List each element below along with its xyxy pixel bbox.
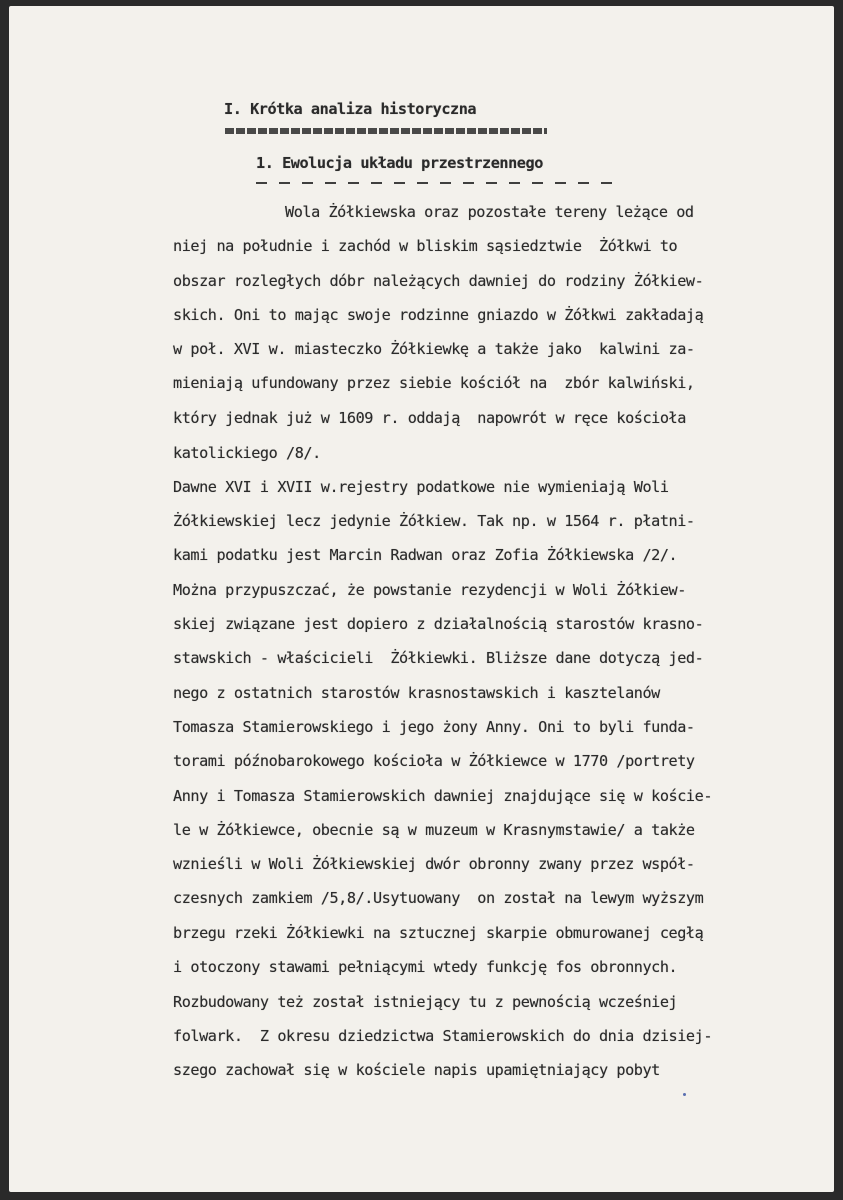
- body-line: Rozbudowany też został istniejący tu z pewnością wcześniej: [173, 993, 678, 1011]
- body-line: szego zachował się w kościele napis upamiętniający pobyt: [173, 1061, 660, 1079]
- body-line: skich. Oni to mając swoje rodzinne gniazdo w Żółkwi zakładają: [173, 306, 704, 324]
- body-line: mieniają ufundowany przez siebie kościół na zbór kalwiński,: [173, 374, 695, 392]
- body-line: skiej związane jest dopiero z działalnością starostów krasno-: [173, 615, 704, 633]
- body-line: w poł. XVI w. miasteczko Żółkiewkę a także jako kalwini za-: [173, 340, 695, 358]
- body-line: stawskich - właścicieli Żółkiewki. Bliższe dane dotyczą jed-: [173, 649, 704, 667]
- body-line: obszar rozległych dóbr należących dawniej do rodziny Żółkiew-: [173, 272, 704, 290]
- body-line: niej na południe i zachód w bliskim sąsiedztwie Żółkwi to: [173, 237, 678, 255]
- body-line: nego z ostatnich starostów krasnostawskich i kasztelanów: [173, 684, 660, 702]
- body-line: Dawne XVI i XVII w.rejestry podatkowe nie wymieniają Woli: [173, 478, 669, 496]
- body-line: folwark. Z okresu dziedzictwa Stamierowskich do dnia dzisiej-: [173, 1027, 713, 1045]
- body-line: wznieśli w Woli Żółkiewskiej dwór obronny zwany przez współ-: [173, 855, 695, 873]
- body-line: który jednak już w 1609 r. oddają napowrót w ręce kościoła: [173, 409, 686, 427]
- body-line: kami podatku jest Marcin Radwan oraz Zofia Żółkiewska /2/.: [173, 546, 678, 564]
- body-line: Anny i Tomasza Stamierowskich dawniej znajdujące się w koście-: [173, 787, 713, 805]
- ink-speck: [683, 1093, 686, 1096]
- body-line: i otoczony stawami pełniącymi wtedy funkcję fos obronnych.: [173, 958, 678, 976]
- body-line: Wola Żółkiewska oraz pozostałe tereny leżące od: [285, 203, 694, 221]
- body-line: czesnych zamkiem /5,8/.Usytuowany on został na lewym wyższym: [173, 889, 704, 907]
- body-line: Można przypuszczać, że powstanie rezydencji w Woli Żółkiew-: [173, 581, 686, 599]
- chapter-heading-underline: [225, 128, 547, 134]
- body-line: brzegu rzeki Żółkiewki na sztucznej skarpie obmurowanej cegłą: [173, 924, 704, 942]
- chapter-heading: I. Krótka analiza historyczna: [224, 100, 477, 118]
- body-line: torami późnobarokowego kościoła w Żółkiewce w 1770 /portrety: [173, 752, 695, 770]
- body-line: le w Żółkiewce, obecnie są w muzeum w Krasnymstawie/ a także: [173, 821, 695, 839]
- body-line: Żółkiewskiej lecz jedynie Żółkiew. Tak np. w 1564 r. płatni-: [173, 512, 695, 530]
- body-line: Tomasza Stamierowskiego i jego żony Anny. Oni to byli funda-: [173, 718, 695, 736]
- section-heading: 1. Ewolucja układu przestrzennego: [256, 154, 543, 172]
- body-line: katolickiego /8/.: [173, 444, 321, 462]
- section-heading-underline: [256, 182, 612, 184]
